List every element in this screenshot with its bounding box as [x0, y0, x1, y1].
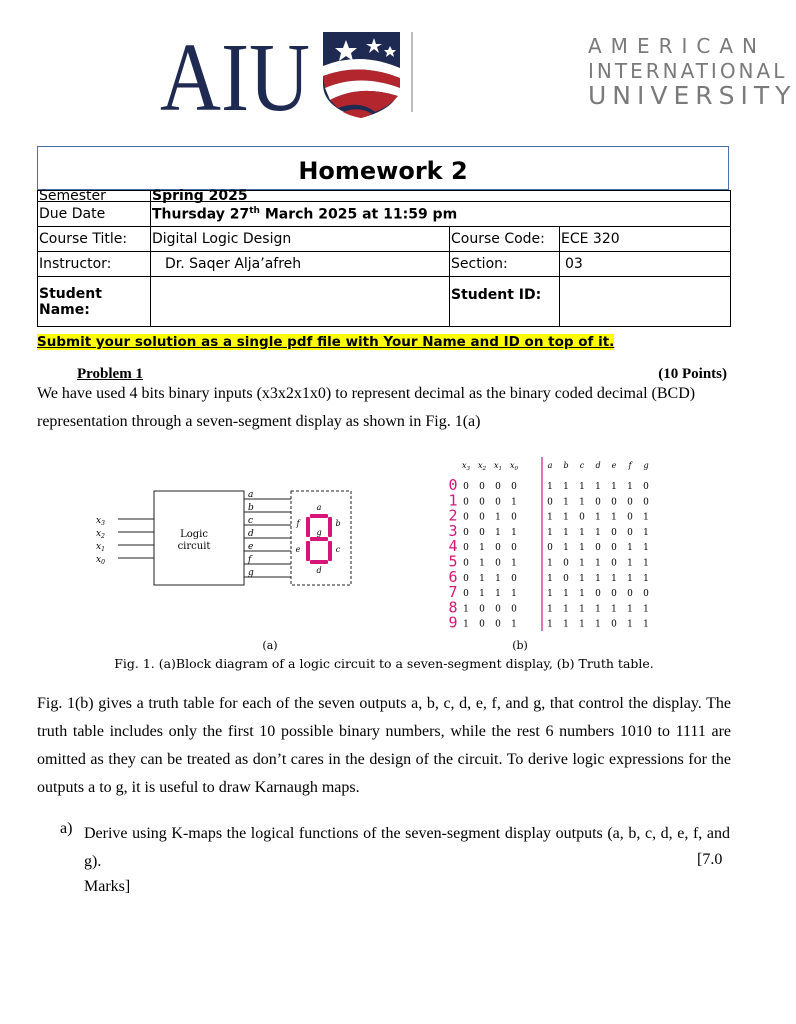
table-cell: 1	[579, 482, 585, 492]
table-header: $x_0$	[509, 461, 519, 472]
table-row	[38, 252, 731, 277]
table-cell: 0	[611, 558, 617, 569]
table-cell: 0	[495, 482, 501, 492]
logo-line-american: AMERICAN	[588, 34, 766, 58]
due-date-value: Thursday 27th March 2025 at 11:59 pm	[151, 202, 731, 227]
table-cell: 0	[495, 619, 501, 630]
table-header: $x_1$	[493, 461, 503, 472]
instructor-label: Instructor:	[38, 252, 151, 277]
table-cell: 1	[479, 589, 485, 600]
label-a: (a)	[262, 639, 278, 652]
output-label: a	[248, 490, 254, 500]
table-cell: 1	[495, 512, 501, 523]
aiu-emblem	[160, 24, 630, 132]
question-a-marks-2: Marks]	[84, 878, 131, 895]
output-label: f	[248, 555, 252, 565]
table-cell: 0	[463, 482, 469, 492]
table-cell: 1	[579, 558, 585, 569]
figure-1	[90, 455, 690, 655]
table-cell: 1	[627, 482, 633, 492]
input-label: $x_3$	[96, 516, 105, 527]
table-cell: 1	[511, 619, 517, 630]
segment-label-c: c	[335, 545, 341, 554]
table-digit: 6	[448, 567, 458, 586]
table-cell: 0	[563, 573, 569, 584]
course-code-label: Course Code:	[450, 227, 560, 252]
segment-g	[310, 537, 328, 541]
table-header: $x_3$	[461, 461, 471, 472]
table-header: a	[547, 461, 553, 470]
section-label: Section:	[450, 252, 560, 277]
table-cell: 1	[563, 497, 569, 508]
table-cell: 0	[547, 543, 553, 554]
table-cell: 0	[511, 604, 517, 615]
course-title-value: Digital Logic Design	[151, 227, 450, 252]
table-cell: 1	[563, 619, 569, 630]
table-cell: 0	[479, 527, 485, 538]
table-cell: 0	[463, 543, 469, 554]
semester-label: Semester	[38, 191, 151, 202]
table-cell: 1	[511, 589, 517, 600]
table-cell: 0	[643, 497, 649, 508]
truth-table	[448, 457, 649, 632]
table-cell: 1	[611, 512, 617, 523]
submission-notice: Submit your solution as a single pdf file with Your Name and ID on top of it.	[37, 334, 615, 350]
table-header: g	[643, 461, 649, 470]
input-label: $x_0$	[96, 555, 105, 566]
segment-e	[306, 541, 310, 561]
course-info-table	[37, 190, 731, 327]
table-cell: 0	[595, 497, 601, 508]
question-a-marks-1: [7.0	[697, 851, 723, 868]
block-label-line1: Logic	[180, 529, 208, 540]
table-header: $x_2$	[477, 461, 487, 472]
segment-label-f: f	[296, 519, 300, 528]
table-digit: 1	[448, 491, 458, 510]
student-id-field[interactable]	[560, 277, 731, 327]
output-label: g	[248, 568, 254, 578]
due-date-label: Due Date	[38, 202, 151, 227]
table-digit: 9	[448, 613, 458, 632]
table-cell: 1	[579, 543, 585, 554]
table-cell: 0	[627, 497, 633, 508]
table-cell: 1	[595, 558, 601, 569]
segment-c	[328, 541, 332, 561]
table-cell: 1	[547, 527, 553, 538]
table-cell: 1	[547, 604, 553, 615]
table-cell: 0	[611, 543, 617, 554]
table-cell: 1	[611, 482, 617, 492]
table-header: f	[628, 461, 632, 470]
table-cell: 1	[547, 619, 553, 630]
table-cell: 0	[463, 512, 469, 523]
table-cell: 0	[579, 512, 585, 523]
table-row	[38, 277, 731, 327]
table-cell: 1	[479, 573, 485, 584]
table-cell: 0	[611, 497, 617, 508]
table-cell: 1	[563, 512, 569, 523]
segment-a	[310, 514, 328, 518]
table-cell: 1	[547, 589, 553, 600]
table-cell: 0	[627, 527, 633, 538]
table-cell: 1	[495, 589, 501, 600]
table-cell: 0	[547, 497, 553, 508]
table-cell: 0	[643, 589, 649, 600]
question-a-text: Derive using K-maps the logical functions of the seven-segment display outputs (a, b, c, d, e, f, and g).	[84, 825, 730, 870]
table-cell: 0	[463, 573, 469, 584]
table-digit: 2	[448, 506, 458, 525]
table-cell: 1	[495, 527, 501, 538]
table-cell: 1	[611, 573, 617, 584]
figure-caption: Fig. 1. (a)Block diagram of a logic circuit to a seven-segment display, (b) Truth table.	[114, 656, 654, 671]
table-cell: 1	[627, 543, 633, 554]
table-cell: 0	[627, 589, 633, 600]
table-cell: 1	[595, 573, 601, 584]
table-cell: 1	[511, 527, 517, 538]
segment-b	[328, 517, 332, 537]
label-b: (b)	[512, 639, 528, 652]
table-cell: 1	[547, 512, 553, 523]
table-cell: 1	[643, 543, 649, 554]
input-label: $x_1$	[96, 542, 105, 553]
table-digit: 0	[448, 476, 458, 494]
table-cell: 0	[479, 482, 485, 492]
student-id-label: Student ID:	[450, 277, 560, 327]
student-name-label: Student Name:	[38, 277, 151, 327]
table-cell: 1	[643, 512, 649, 523]
logo-line-university: UNIVERSITY	[588, 81, 796, 110]
table-row	[38, 191, 731, 202]
table-cell: 1	[563, 604, 569, 615]
table-cell: 1	[595, 512, 601, 523]
figure-1-drawing	[90, 455, 690, 655]
table-header: d	[595, 461, 601, 470]
table-cell: 0	[479, 512, 485, 523]
table-cell: 1	[643, 604, 649, 615]
table-cell: 1	[547, 482, 553, 492]
table-header: c	[579, 461, 585, 470]
output-label: c	[248, 516, 254, 526]
table-cell: 1	[563, 543, 569, 554]
table-cell: 0	[611, 589, 617, 600]
block-diagram	[96, 490, 351, 585]
table-cell: 1	[627, 573, 633, 584]
table-cell: 1	[463, 619, 469, 630]
output-label: b	[248, 503, 254, 513]
table-cell: 1	[643, 573, 649, 584]
table-cell: 1	[511, 558, 517, 569]
table-cell: 1	[511, 497, 517, 508]
output-label: d	[248, 529, 254, 539]
table-cell: 1	[595, 527, 601, 538]
table-cell: 1	[643, 527, 649, 538]
problem-points: (10 Points)	[658, 366, 727, 382]
table-cell: 0	[627, 512, 633, 523]
table-cell: 0	[643, 482, 649, 492]
segment-label-b: b	[335, 519, 341, 528]
table-cell: 1	[643, 619, 649, 630]
problem-intro: We have used 4 bits binary inputs (x3x2x1x0) to represent decimal as the binary coded decimal (BCD) representation through a seven-segment display as shown in Fig. 1(a)	[37, 385, 696, 430]
table-cell: 1	[627, 604, 633, 615]
table-cell: 0	[595, 543, 601, 554]
section-value: 03	[560, 252, 731, 277]
table-cell: 1	[479, 558, 485, 569]
segment-label-a: a	[316, 503, 322, 512]
table-cell: 0	[563, 558, 569, 569]
table-cell: 1	[643, 558, 649, 569]
table-cell: 1	[579, 619, 585, 630]
table-cell: 1	[547, 573, 553, 584]
table-cell: 0	[479, 604, 485, 615]
table-digit: 7	[448, 583, 458, 602]
table-cell: 1	[595, 482, 601, 492]
semester-value: Spring 2025	[151, 191, 731, 202]
block-label-line2: circuit	[177, 541, 211, 552]
table-cell: 0	[595, 589, 601, 600]
table-cell: 0	[495, 543, 501, 554]
table-cell: 1	[547, 558, 553, 569]
logo-monogram: AIU	[160, 24, 310, 132]
table-row	[38, 202, 731, 227]
logo-line-international: INTERNATIONAL	[588, 59, 788, 83]
table-cell: 0	[511, 573, 517, 584]
segment-label-d: d	[316, 566, 322, 575]
table-cell: 0	[495, 497, 501, 508]
student-name-field[interactable]	[151, 277, 450, 327]
problem-paragraph-2: Fig. 1(b) gives a truth table for each of the seven outputs a, b, c, d, e, f, and g, that control the display. The truth table includes only the first 10 possible binary numbers, while the rest 6 numbers 1010 to 1111 are omitted as they can be treated as don’t cares in the design of the circuit. To derive logic expressions for the outputs a to g, it is useful to draw Karnaugh maps.	[37, 695, 731, 796]
table-cell: 0	[511, 482, 517, 492]
segment-d	[310, 560, 328, 564]
table-cell: 1	[563, 589, 569, 600]
segment-label-e: e	[295, 545, 301, 554]
table-cell: 0	[463, 589, 469, 600]
table-cell: 1	[463, 604, 469, 615]
table-digit: 4	[448, 537, 458, 556]
table-cell: 1	[627, 558, 633, 569]
course-title-label: Course Title:	[38, 227, 151, 252]
table-cell: 1	[563, 482, 569, 492]
table-cell: 0	[611, 619, 617, 630]
table-cell: 0	[611, 527, 617, 538]
table-cell: 1	[627, 619, 633, 630]
output-label: e	[248, 542, 254, 552]
table-cell: 1	[579, 589, 585, 600]
table-cell: 0	[463, 558, 469, 569]
course-code-value: ECE 320	[560, 227, 731, 252]
instructor-value: Dr. Saqer Alja’afreh	[151, 252, 450, 277]
table-cell: 1	[611, 604, 617, 615]
table-cell: 0	[495, 604, 501, 615]
problem-title: Problem 1	[77, 366, 143, 382]
segment-label-g: g	[316, 528, 322, 537]
table-cell: 0	[511, 512, 517, 523]
table-cell: 1	[595, 619, 601, 630]
table-digit: 8	[448, 598, 458, 617]
table-digit: 5	[448, 552, 458, 571]
table-cell: 0	[511, 543, 517, 554]
homework-title: Homework 2	[37, 146, 729, 190]
segment-f	[306, 517, 310, 537]
table-cell: 0	[463, 527, 469, 538]
university-logo	[160, 24, 796, 132]
table-cell: 0	[495, 558, 501, 569]
table-cell: 1	[579, 604, 585, 615]
table-header: e	[611, 461, 617, 470]
table-cell: 0	[463, 497, 469, 508]
table-cell: 0	[479, 497, 485, 508]
table-cell: 0	[479, 619, 485, 630]
table-row	[38, 227, 731, 252]
table-cell: 1	[479, 543, 485, 554]
table-cell: 1	[563, 527, 569, 538]
table-digit: 3	[448, 521, 458, 540]
table-cell: 1	[495, 573, 501, 584]
table-cell: 1	[579, 497, 585, 508]
table-header: b	[563, 461, 569, 470]
table-cell: 1	[595, 604, 601, 615]
question-a-letter: a)	[60, 820, 73, 837]
table-cell: 1	[579, 573, 585, 584]
input-label: $x_2$	[96, 529, 105, 540]
table-cell: 1	[579, 527, 585, 538]
